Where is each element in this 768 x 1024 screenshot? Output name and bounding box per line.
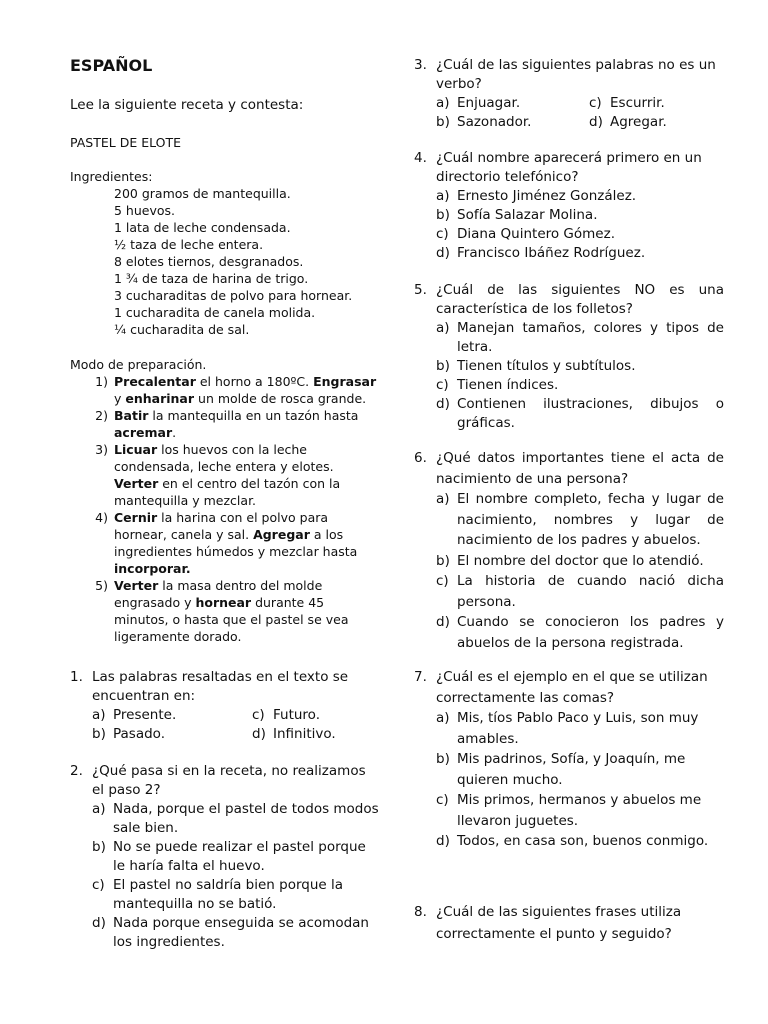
question-7: [414, 667, 724, 852]
recipe-title: PASTEL DE ELOTE: [70, 135, 181, 150]
ingredients-section: [70, 168, 380, 338]
option-b: b) Mis padrinos, Sofía, y Joaquín, me quieren mucho.: [436, 751, 686, 788]
option-c: c) Tienen índices.: [436, 377, 559, 393]
ingredient-item: 8 elotes tiernos, desgranados.: [114, 254, 304, 269]
ingredient-item: 1 lata de leche condensada.: [114, 220, 291, 235]
options-list: [436, 187, 724, 263]
question-2: [70, 762, 380, 952]
option-c: c) La historia de cuando nació dicha persona.: [436, 573, 724, 610]
option-a: a) Nada, porque el pastel de todos modos sale bien.: [92, 801, 379, 836]
steps-list: [70, 373, 380, 645]
method-label: Modo de preparación.: [70, 357, 207, 372]
option-b: b) Sofía Salazar Molina.: [436, 207, 598, 223]
question-number: 4.: [414, 150, 427, 166]
recipe-step: [70, 373, 380, 407]
question-4: [414, 149, 724, 263]
question-number: 8.: [414, 904, 427, 920]
option-a: a) Presente.: [92, 707, 177, 723]
page-heading: ESPAÑOL: [70, 56, 153, 75]
option-c: c) El pastel no saldría bien porque la mantequilla no se batió.: [92, 877, 344, 912]
ingredient-item: 1 cucharadita de canela molida.: [114, 305, 316, 320]
option-c: c) Escurrir.: [589, 95, 665, 111]
step-number: 3): [95, 442, 108, 457]
option-d: d) Cuando se conocieron los padres y abuelos de la persona registrada.: [436, 614, 724, 651]
highlighted-verb: incorporar.: [114, 561, 191, 576]
ingredient-item: 3 cucharaditas de polvo para hornear.: [114, 288, 353, 303]
ingredient-item: ½ taza de leche entera.: [114, 237, 264, 252]
options-list: [436, 319, 724, 433]
question-number: 1.: [70, 669, 83, 685]
option-a: a) Manejan tamaños, colores y tipos de letra.: [436, 320, 724, 355]
recipe-step: [70, 407, 380, 441]
question-8: [414, 901, 724, 945]
highlighted-verb: Verter: [114, 476, 159, 491]
question-3: [414, 56, 724, 132]
ingredient-item: 1 ¾ de taza de harina de trigo.: [114, 271, 309, 286]
option-b: b) El nombre del doctor que lo atendió.: [436, 552, 704, 569]
options-list: [92, 800, 380, 952]
ingredients-label: Ingredientes:: [70, 169, 153, 184]
step-text: Cernir la harina con el polvo para hornear, canela y sal. Agregar a los ingredientes húmedos y mezclar hasta incorporar.: [114, 510, 358, 576]
question-text: ¿Qué datos importantes tiene el acta de nacimiento de una persona?: [436, 450, 724, 487]
option-c: c) Diana Quintero Gómez.: [436, 226, 615, 242]
options-list: [436, 489, 724, 653]
option-d: d) Infinitivo.: [252, 726, 336, 742]
option-a: a) Mis, tíos Pablo Paco y Luis, son muy amables.: [436, 710, 699, 747]
highlighted-verb: Precalentar: [114, 374, 196, 389]
highlighted-verb: Engrasar: [313, 374, 377, 389]
option-d: d) Nada porque enseguida se acomodan los ingredientes.: [92, 915, 369, 950]
question-text: ¿Cuál de las siguientes frases utiliza correctamente el punto y seguido?: [436, 904, 682, 942]
question-number: 6.: [414, 450, 427, 466]
question-number: 5.: [414, 282, 427, 298]
option-a: a) Enjuagar.: [436, 95, 521, 111]
option-b: b) Pasado.: [92, 726, 165, 742]
step-number: 1): [95, 374, 108, 389]
highlighted-verb: hornear: [195, 595, 252, 610]
recipe-step: [70, 577, 380, 645]
option-d: d) Francisco Ibáñez Rodríguez.: [436, 245, 646, 261]
option-a: a) Ernesto Jiménez González.: [436, 188, 637, 204]
question-text: Las palabras resaltadas en el texto se encuentran en:: [92, 669, 349, 704]
recipe-step: [70, 509, 380, 577]
step-text: Licuar los huevos con la leche condensada, leche entera y elotes. Verter en el centro del tazón con la mantequilla y mezclar.: [114, 442, 341, 508]
ingredient-item: 200 gramos de mantequilla.: [114, 186, 291, 201]
ingredient-item: 5 huevos.: [114, 203, 175, 218]
step-number: 2): [95, 408, 108, 423]
options-grid: [92, 706, 380, 744]
question-number: 7.: [414, 669, 427, 685]
option-b: b) No se puede realizar el pastel porque le haría falta el huevo.: [92, 839, 366, 874]
highlighted-verb: acremar: [114, 425, 173, 440]
option-d: d) Contienen ilustraciones, dibujos o gráficas.: [436, 396, 724, 431]
question-5: [414, 281, 724, 433]
step-text: Batir la mantequilla en un tazón hasta acremar.: [114, 408, 359, 440]
highlighted-verb: Licuar: [114, 442, 158, 457]
option-d: d) Agregar.: [589, 114, 667, 130]
question-text: ¿Cuál de las siguientes NO es una característica de los folletos?: [436, 282, 724, 317]
step-text: Precalentar el horno a 180ºC. Engrasar y enharinar un molde de rosca grande.: [114, 374, 377, 406]
instruction: Lee la siguiente receta y contesta:: [70, 97, 304, 113]
options-grid: [436, 94, 724, 132]
question-1: [70, 668, 380, 744]
question-number: 3.: [414, 57, 427, 73]
options-list: [436, 708, 724, 852]
method-section: [70, 356, 380, 645]
step-number: 4): [95, 510, 108, 525]
question-text: ¿Qué pasa si en la receta, no realizamos el paso 2?: [92, 763, 366, 798]
question-number: 2.: [70, 763, 83, 779]
option-b: b) Sazonador.: [436, 114, 532, 130]
recipe-step: [70, 441, 380, 509]
option-c: c) Mis primos, hermanos y abuelos me llevaron juguetes.: [436, 792, 702, 829]
ingredients-list: [114, 185, 380, 338]
highlighted-verb: Cernir: [114, 510, 158, 525]
highlighted-verb: Batir: [114, 408, 149, 423]
question-6: [414, 448, 724, 653]
step-number: 5): [95, 578, 108, 593]
option-b: b) Tienen títulos y subtítulos.: [436, 358, 636, 374]
highlighted-verb: Agregar: [253, 527, 310, 542]
question-text: ¿Cuál de las siguientes palabras no es un verbo?: [436, 57, 716, 92]
step-text: Verter la masa dentro del molde engrasado y hornear durante 45 minutos, o hasta que el pastel se vea ligeramente dorado.: [114, 578, 349, 644]
option-c: c) Futuro.: [252, 707, 320, 723]
highlighted-verb: enharinar: [125, 391, 195, 406]
question-text: ¿Cuál es el ejemplo en el que se utilizan correctamente las comas?: [436, 669, 708, 706]
option-d: d) Todos, en casa son, buenos conmigo.: [436, 833, 709, 849]
ingredient-item: ¼ cucharadita de sal.: [114, 322, 250, 337]
question-text: ¿Cuál nombre aparecerá primero en un directorio telefónico?: [436, 150, 702, 185]
highlighted-verb: Verter: [114, 578, 159, 593]
option-a: a) El nombre completo, fecha y lugar de nacimiento, nombres y lugar de nacimiento de los padres y abuelos.: [436, 491, 724, 548]
